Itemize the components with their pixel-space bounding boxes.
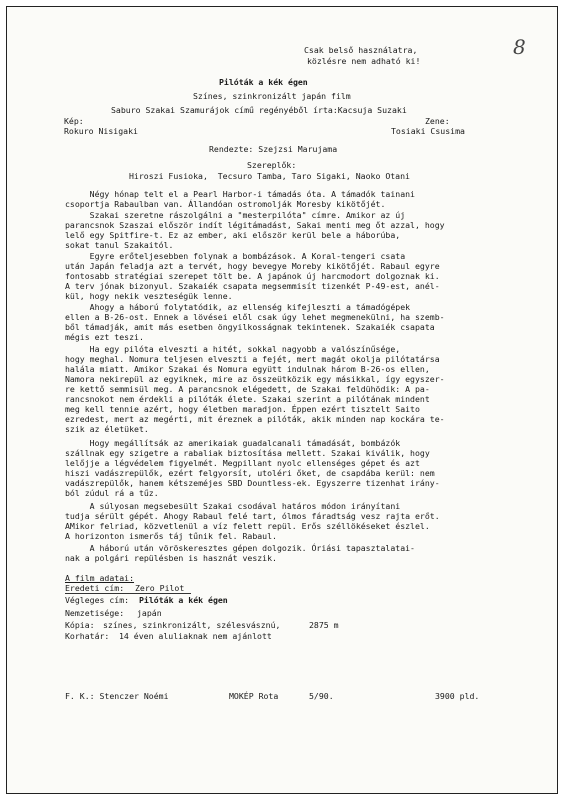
synopsis-line: után Japán feladja azt a tervét, hogy bevegye Moreby kikötőjét. Rabaul egyre bbox=[65, 261, 440, 271]
synopsis-line: Egyre erőteljesebben folynak a bombázások. A Koral-tengeri csata bbox=[65, 251, 406, 261]
nationality-label: Nemzetisége: bbox=[65, 608, 125, 618]
final-title-label: Végleges cím: bbox=[65, 595, 130, 605]
synopsis-line: lelő egy Spitfire-t. Ez az ember, aki először kerül bele a háborúba, bbox=[65, 230, 401, 240]
synopsis-line: mégis ezt teszi. bbox=[65, 332, 144, 342]
synopsis-line: lelőjje a légvédelem figyelmét. Megpillant nyolc ellenséges gépet és azt bbox=[65, 458, 420, 468]
synopsis-line: sokat tanul Szakaitól. bbox=[65, 240, 174, 250]
synopsis-line: kül, hogy nekik veszteségük lenne. bbox=[65, 291, 233, 301]
handwritten-page-mark: 8 bbox=[513, 35, 526, 59]
synopsis-line: halála miatt. Amikor Szakai és Nomura együtt indulnak három B-26-os ellen, bbox=[65, 364, 430, 374]
synopsis-line: tudja sérült gépét. Ahogy Rabaul felé tart, ólmos fáradtság vesz rajta erőt. bbox=[65, 511, 440, 521]
synopsis-paragraph bbox=[65, 210, 491, 250]
synopsis-line: ból zúdul rá a tűz. bbox=[65, 488, 159, 498]
document-page bbox=[6, 6, 558, 794]
footer-distributor: MOKÉP Rota bbox=[229, 691, 279, 701]
kep-label: Kép: bbox=[64, 116, 84, 126]
synopsis-paragraph bbox=[65, 344, 491, 434]
internal-notice-line-2: közlésre nem adható ki! bbox=[307, 56, 421, 66]
synopsis-paragraph bbox=[65, 438, 491, 498]
internal-notice-line-1: Csak belső használatra, bbox=[304, 45, 418, 55]
synopsis-line: hogy meghal. Nomura teljesen elveszti a fejét, mert magát okolja pilótatársa bbox=[65, 354, 440, 364]
synopsis-line: AMikor felriad, közvetlenül a víz felett repül. Erős széllökéseket észlel. bbox=[65, 521, 430, 531]
cast-label: Szereplők: bbox=[247, 160, 297, 170]
synopsis-line: Szakai szeretne rászolgálni a "mesterpilóta" címre. Amikor az új bbox=[65, 210, 406, 220]
synopsis-line: A háború után vöröskeresztes gépen dolgozik. Óriási tapasztalatai- bbox=[65, 543, 415, 553]
synopsis-line: fontosabb stratégiai szerepet tölt be. A japánok új harcmodort dolgoznak ki. bbox=[65, 271, 440, 281]
footer-print-run: 3900 pld. bbox=[435, 691, 480, 701]
zene-name: Tosiaki Csusima bbox=[391, 126, 465, 136]
synopsis-line: meg kell tennie azért, hogy életben maradjon. Éppen ezért tisztelt Saito bbox=[65, 404, 420, 414]
synopsis-line: Ahogy a háború folytatódik, az ellenség kifejleszti a támadógépek bbox=[65, 302, 411, 312]
synopsis-line: Ha egy pilóta elveszti a hitét, sokkal nagyobb a valószínűsége, bbox=[65, 344, 401, 354]
print-label: Kópia: bbox=[65, 620, 95, 630]
age-rating-value: 14 éven aluliaknak nem ajánlott bbox=[119, 631, 272, 641]
kep-name: Rokuro Nisigaki bbox=[64, 126, 138, 136]
synopsis-line: csoportja Rabaulban van. Állandóan ostromolják Moresby kikötőjét. bbox=[65, 199, 386, 209]
print-length: 2875 m bbox=[309, 620, 339, 630]
synopsis-paragraph bbox=[65, 543, 491, 563]
synopsis-line: szik az életüket. bbox=[65, 424, 149, 434]
synopsis-line: nak a polgári repülésben is hasznát veszik. bbox=[65, 553, 277, 563]
synopsis-line: rancsnokot nem érdekli a pilóták élete. Szakai szerint a pilótának mindent bbox=[65, 394, 430, 404]
synopsis-line: hiszi vadászrepülők, ezért felgyorsít, utoléri őket, de csapdába kerül: nem bbox=[65, 468, 435, 478]
synopsis-paragraph bbox=[65, 501, 491, 541]
synopsis-line: A terv jónak bizonyul. Szakaiék csapata megsemmisít tizenkét P-49-est, anél- bbox=[65, 281, 440, 291]
footer-issue: 5/90. bbox=[309, 691, 334, 701]
director-credit: Rendezte: Szejzsi Marujama bbox=[209, 144, 338, 154]
source-credit: Saburo Szakai Szamurájok című regényéből írta:Kacsuja Suzaki bbox=[111, 105, 407, 115]
synopsis-line: vadászrepülők, hanem kétszeméjes SBD Dountless-ek. Egyszerre tizenhat irány- bbox=[65, 478, 440, 488]
film-subtitle: Színes, szinkronizált japán film bbox=[193, 91, 351, 101]
zene-label: Zene: bbox=[425, 116, 450, 126]
film-data-heading: A film adatai: bbox=[65, 573, 135, 583]
synopsis-line: Namora nekirepül az egyiknek, mire az összeütközik egy másikkal, így egyszer- bbox=[65, 374, 445, 384]
synopsis-line: ellen a B-26-ost. Ennek a lövései elől csak úgy lehet megmenekülni, ha szemb- bbox=[65, 312, 445, 322]
synopsis-line: A súlyosan megsebesült Szakai csodával határos módon irányítani bbox=[65, 501, 401, 511]
original-title-value: Zero Pilot bbox=[135, 583, 185, 593]
divider bbox=[65, 593, 191, 594]
synopsis-line: Hogy megállítsák az amerikaiak guadalcanali támadását, bombázók bbox=[65, 438, 401, 448]
film-title: Pilóták a kék égen bbox=[219, 77, 308, 87]
original-title-label: Eredeti cím: bbox=[65, 583, 125, 593]
synopsis-paragraph bbox=[65, 251, 491, 301]
synopsis-line: ből támadják, amit más esetben öngyilkosságnak tekintenek. Szakaiék csapata bbox=[65, 322, 435, 332]
synopsis-line: Négy hónap telt el a Pearl Harbor-i támadás óta. A támadók tainani bbox=[65, 189, 415, 199]
age-rating-label: Korhatár: bbox=[65, 631, 110, 641]
synopsis-line: ezredest, mert az megérti, mit éreznek a pilóták, akik minden nap kockára te- bbox=[65, 414, 445, 424]
synopsis-paragraph bbox=[65, 189, 491, 209]
synopsis-paragraph bbox=[65, 302, 491, 342]
synopsis-line: szállnak egy szigetre a rabaliak biztosítása mellett. Szakai kiválik, hogy bbox=[65, 448, 430, 458]
synopsis-line: A horizonton ismerős táj tűnik fel. Rabaul. bbox=[65, 531, 277, 541]
cast-list: Hiroszi Fusioka, Tecsuro Tamba, Taro Sigaki, Naoko Otani bbox=[129, 171, 410, 181]
nationality-value: japán bbox=[137, 608, 162, 618]
synopsis-line: re kettő semmisül meg. A parancsnok elégedett, de Szakai feldühödik: A pa- bbox=[65, 384, 430, 394]
footer-editor: F. K.: Stenczer Noémi bbox=[65, 691, 169, 701]
final-title-value: Pilóták a kék égen bbox=[139, 595, 228, 605]
print-value: színes, szinkronizált, szélesvásznú, bbox=[103, 620, 281, 630]
synopsis-line: parancsnok Szaszai először indít légitámadást, Sakai menti meg őt azzal, hogy bbox=[65, 220, 445, 230]
